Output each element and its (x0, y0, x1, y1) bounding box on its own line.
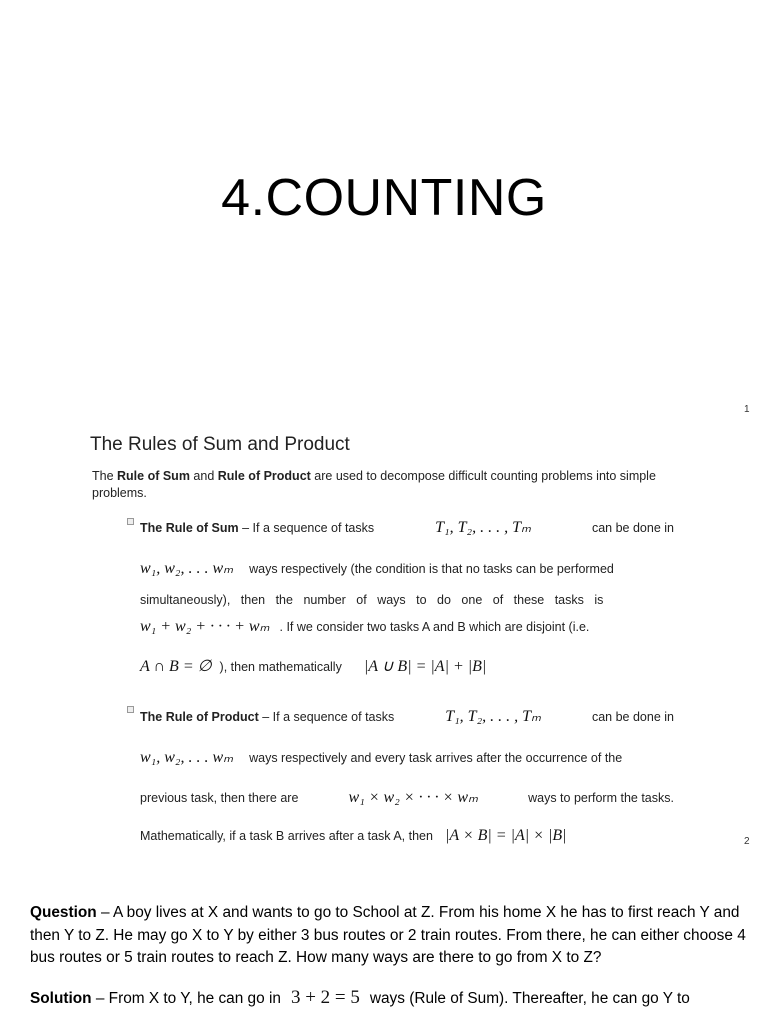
rule-sum-tasks-math: T₁, T₂, . . . , Tₘ (435, 519, 531, 536)
solution-line (30, 987, 768, 1009)
bullet-icon (127, 706, 134, 713)
question-label: Question (30, 904, 97, 921)
rule-product-text: – If a sequence of tasks (262, 710, 395, 724)
solution-label: Solution (30, 990, 92, 1007)
rule-sum-text: . If we consider two tasks A and B which are disjoint (i.e. (279, 620, 590, 634)
rule-sum-line-2 (140, 558, 674, 578)
intro-bold-rule-of-sum: Rule of Sum (117, 469, 190, 483)
intro-bold-rule-of-product: Rule of Product (217, 469, 311, 483)
rule-product-formula: |A × B| = |A| × |B| (444, 827, 567, 844)
page-number: 1 (744, 404, 750, 415)
solution-math: 3 + 2 = 5 (290, 987, 360, 1008)
rule-product-line-4 (140, 827, 674, 845)
page-number: 2 (744, 836, 750, 847)
intro-paragraph (92, 468, 684, 502)
rule-product-line-1 (140, 706, 674, 726)
rule-sum-formula: |A ∪ B| = |A| + |B| (363, 658, 487, 675)
rule-product-ways-math: w₁, w₂, . . . wₘ (140, 749, 234, 766)
rule-product-text: ways to perform the tasks. (528, 791, 674, 805)
rule-product-tasks-math: T₁, T₂, . . . , Tₘ (445, 708, 542, 725)
rule-sum-line-5 (140, 656, 674, 676)
rule-sum-line-1 (140, 517, 674, 537)
rule-sum-text: can be done in (591, 521, 674, 535)
rule-sum-line-4 (140, 616, 674, 636)
rule-sum-name: The Rule of Sum (140, 521, 239, 535)
intro-text: are used to decompose difficult counting problems into simple problems. (92, 469, 656, 500)
question-text: – A boy lives at X and wants to go to School at Z. From his home X he has to first reach Y and then Y to Z. He may go X to Y by either 3 bus routes or 2 train routes. From there, he can either choose 4 bus routes or 5 train routes to reach Z. How many ways are there to go from X to Z? (30, 904, 746, 966)
rule-sum-text: – If a sequence of tasks (242, 521, 375, 535)
rule-sum-ways-math: w₁, w₂, . . . wₘ (140, 560, 234, 577)
rule-product-text: previous task, then there are (140, 791, 299, 805)
rule-sum-text: ways respectively (the condition is that no tasks can be performed (249, 562, 614, 576)
rule-product-line-2 (140, 747, 674, 767)
intro-text: The (92, 469, 118, 483)
question-paragraph (30, 902, 746, 970)
rule-sum-total-math: w₁ + w₂ + · · · + wₘ (140, 618, 270, 635)
solution-text: ways (Rule of Sum). Thereafter, he can go Y to (369, 990, 690, 1007)
bullet-icon (127, 518, 134, 525)
section-heading: The Rules of Sum and Product (90, 434, 350, 455)
rule-product-text: Mathematically, if a task B arrives after a task A, then (140, 829, 433, 843)
rule-sum-disjoint-math: A ∩ B = ∅ (140, 658, 212, 675)
intro-text: and (189, 469, 218, 483)
slide-title: 4.COUNTING (221, 169, 547, 227)
rule-product-text: can be done in (591, 710, 674, 724)
rule-product-name: The Rule of Product (140, 710, 259, 724)
rule-sum-text: ), then mathematically (219, 660, 342, 674)
rule-product-product-math: w₁ × w₂ × · · · × wₘ (348, 789, 479, 806)
rule-product-line-3 (140, 787, 674, 807)
rule-sum-line-3 (140, 593, 674, 607)
rule-sum-text: simultaneously), then the number of ways to do one of these tasks is (140, 593, 604, 607)
solution-text: – From X to Y, he can go in (95, 990, 281, 1007)
rule-product-text: ways respectively and every task arrives after the occurrence of the (249, 751, 623, 765)
